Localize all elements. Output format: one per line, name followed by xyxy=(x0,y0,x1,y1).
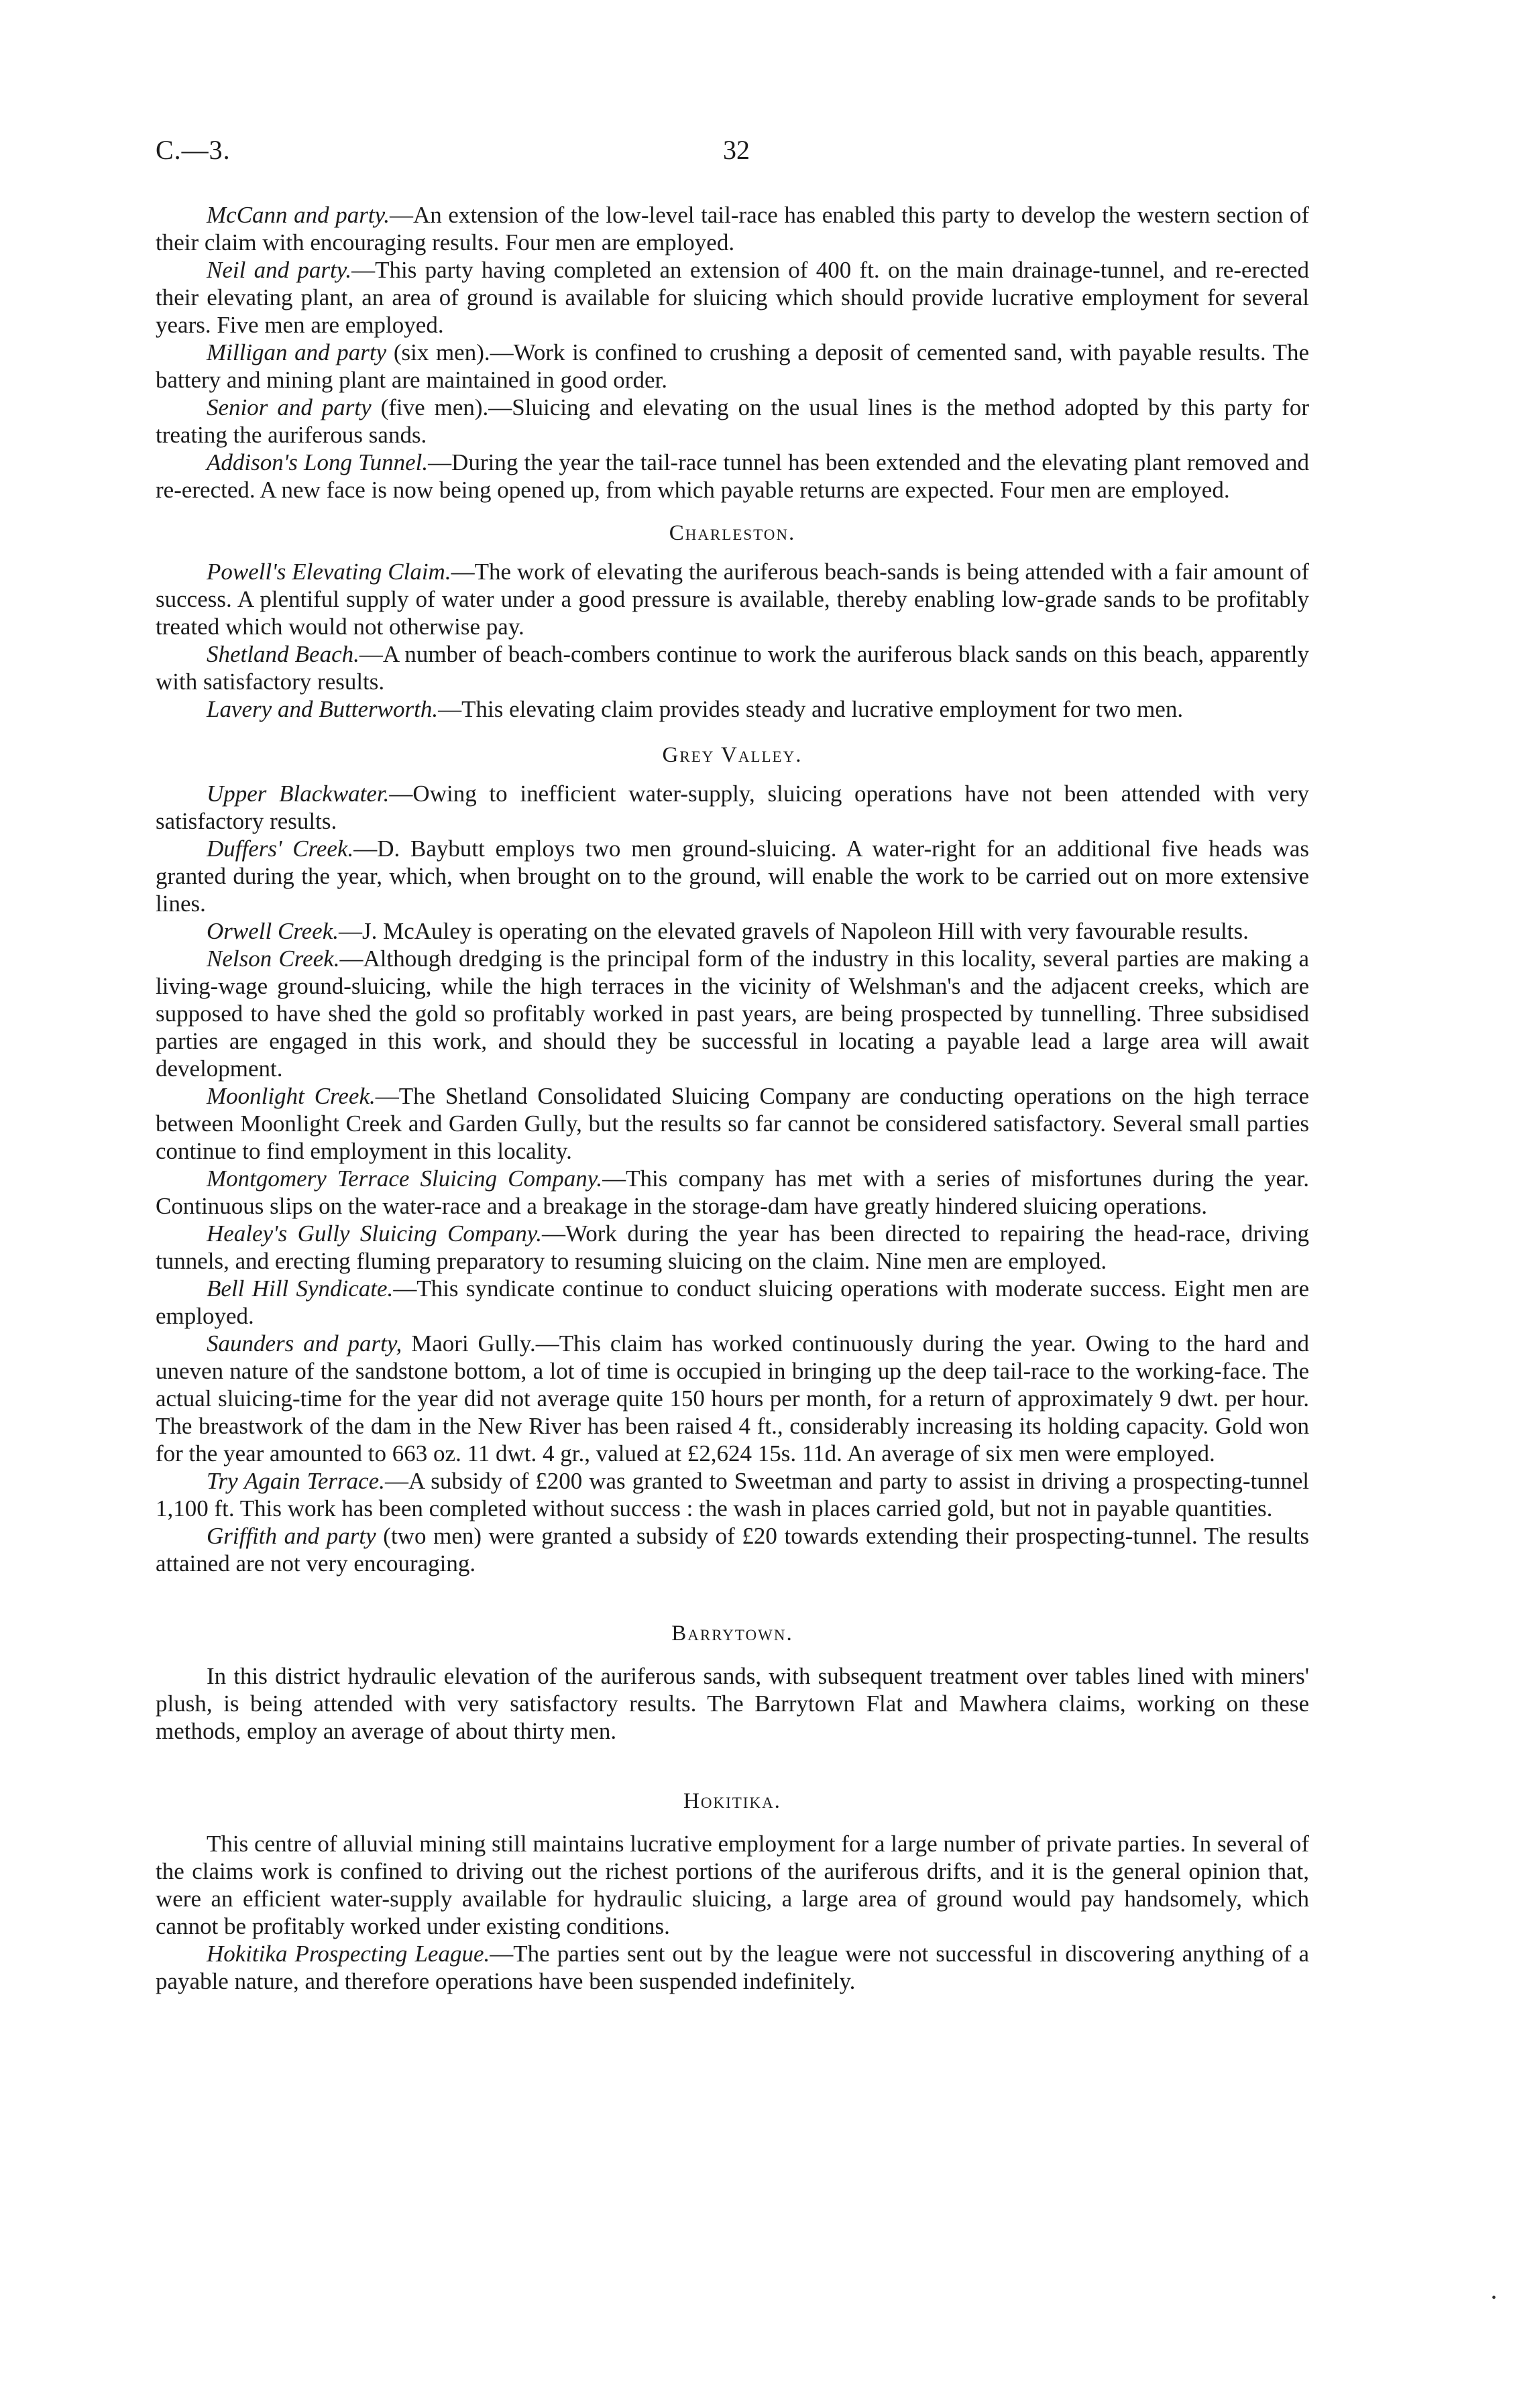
paragraph-text: —This syndicate continue to conduct sluicing operations with moderate success. Eight men are employed. xyxy=(156,1275,1309,1329)
paragraph-title: Moonlight Creek. xyxy=(207,1083,376,1109)
page-number: 32 xyxy=(723,135,750,165)
paragraph-text: —The parties sent out by the league were not successful in discovering anything of a payable nature, and therefore operations have been suspended indefinitely. xyxy=(156,1941,1309,1994)
paragraph-text: —The work of elevating the auriferous beach-sands is being attended with a fair amount of success. A plentiful supply of water under a good pressure is available, thereby enabling low-grade sands to be profitably treated which would not otherwise pay. xyxy=(156,559,1309,640)
section-heading-grey-valley: Grey Valley. xyxy=(662,743,803,767)
section-heading-barrytown: Barrytown. xyxy=(671,1621,793,1646)
paragraph-title: Milligan and party xyxy=(207,339,387,365)
paragraph-text: Maori Gully.—This claim has worked continuously during the year. Owing to the hard and uneven nature of the sandstone bottom, a lot of time is occupied in bringing up the deep tail-race to the working-face. The actual sluicing-time for the year did not average quite 150 hours per month, for a return of approximately 9 dwt. per hour. The breastwork of the dam in the New River has been raised 4 ft., considerably increasing its holding capacity. Gold won for the year amounted to 663 oz. 11 dwt. 4 gr., valued at £2,624 15s. 11d. An average of six men were employed. xyxy=(156,1330,1309,1467)
paragraph-title: Saunders and party, xyxy=(207,1330,402,1357)
paragraph-title: Lavery and Butterworth. xyxy=(207,696,439,722)
paragraph-text: —J. McAuley is operating on the elevated gravels of Napoleon Hill with very favourable results. xyxy=(339,918,1249,944)
paragraph xyxy=(156,835,1309,917)
paragraph-title: Hokitika Prospecting League. xyxy=(207,1941,490,1967)
paragraph-title: Addison's Long Tunnel. xyxy=(207,449,429,475)
paragraph xyxy=(156,1220,1309,1275)
paragraph-title: Orwell Creek. xyxy=(207,918,339,944)
paragraph xyxy=(156,640,1309,695)
paragraph-text: —An extension of the low-level tail-race has enabled this party to develop the western section of their claim with encouraging results. Four men are employed. xyxy=(156,202,1309,255)
paragraph-title: Senior and party xyxy=(207,394,372,420)
page-body xyxy=(156,201,1309,1995)
paragraph-title: McCann and party. xyxy=(207,202,390,228)
paragraph xyxy=(156,1082,1309,1165)
paragraph xyxy=(156,1467,1309,1522)
paragraph-title: Try Again Terrace. xyxy=(207,1468,385,1494)
paragraph xyxy=(156,1165,1309,1220)
paragraph-text: —Owing to inefficient water-supply, sluicing operations have not been attended with very satisfactory results. xyxy=(156,781,1309,834)
paragraph-text: —This elevating claim provides steady and lucrative employment for two men. xyxy=(438,696,1184,722)
paragraph-title: Powell's Elevating Claim. xyxy=(207,559,451,585)
paragraph xyxy=(156,695,1309,723)
paragraph xyxy=(156,780,1309,835)
paragraph-text: (six men).—Work is confined to crushing a deposit of cemented sand, with payable results. The battery and mining plant are maintained in good order. xyxy=(156,339,1309,393)
paragraph-text: (two men) were granted a subsidy of £20 towards extending their prospecting-tunnel. The results attained are not very encouraging. xyxy=(156,1523,1310,1576)
paragraph xyxy=(156,945,1309,1082)
paragraph-title: Duffers' Creek. xyxy=(207,836,354,862)
paragraph-text: —Although dredging is the principal form of the industry in this locality, several parties are making a living-wage ground-sluicing, while the high terraces in the vicinity of Welshman's and the adjacent creeks, which are supposed to have shed the gold so profitably worked in past years, are being prospected by tunnelling. Three subsidised parties are engaged in this work, and should they be successful in locating a payable lead a large area will await development. xyxy=(156,945,1309,1082)
paragraph xyxy=(156,1940,1309,1995)
paragraph-text: This centre of alluvial mining still maintains lucrative employment for a large number of private parties. In several of the claims work is confined to driving out the richest portions of the auriferous drifts, and it is the general opinion that, were an efficient water-supply available for hydraulic sluicing, a large area of ground would pay handsomely, which cannot be profitably worked under existing conditions. xyxy=(156,1831,1309,1939)
paragraph xyxy=(156,917,1309,945)
paragraph-text: —A number of beach-combers continue to work the auriferous black sands on this beach, apparently with satisfactory results. xyxy=(156,641,1309,695)
paragraph-title: Shetland Beach. xyxy=(207,641,359,667)
scan-speck: • xyxy=(1492,2291,1497,2305)
paragraph xyxy=(156,1830,1309,1940)
paragraph-text: —This company has met with a series of misfortunes during the year. Continuous slips on the water-race and a breakage in the storage-dam have greatly hindered sluicing operations. xyxy=(156,1165,1310,1219)
paragraph-text: —This party having completed an extension of 400 ft. on the main drainage-tunnel, and re-erected their elevating plant, an area of ground is available for sluicing which should provide lucrative employment for several years. Five men are employed. xyxy=(156,257,1309,338)
paragraph-text: In this district hydraulic elevation of the auriferous sands, with subsequent treatment over tables lined with miners' plush, is being attended with very satisfactory results. The Barrytown Flat and Mawhera claims, working on these methods, employ an average of about thirty men. xyxy=(156,1663,1309,1744)
paragraph xyxy=(156,1522,1309,1577)
paragraph-text: —The Shetland Consolidated Sluicing Company are conducting operations on the high terrace between Moonlight Creek and Garden Gully, but the results so far cannot be considered satisfactory. Several small parties continue to find employment in this locality. xyxy=(156,1083,1309,1164)
paragraph-text: —A subsidy of £200 was granted to Sweetman and party to assist in driving a prospecting-tunnel 1,100 ft. This work has been completed without success : the wash in places carried gold, but not in payable quantities. xyxy=(156,1468,1309,1522)
paragraph-title: Healey's Gully Sluicing Company. xyxy=(207,1220,543,1247)
paragraph xyxy=(156,1330,1309,1467)
document-reference: C.—3. xyxy=(156,135,231,165)
paragraph xyxy=(156,339,1309,394)
paragraph xyxy=(156,558,1309,640)
section-heading-charleston: Charleston. xyxy=(669,521,796,545)
paragraph-text: —D. Baybutt employs two men ground-sluicing. A water-right for an additional five heads was granted during the year, which, when brought on to the ground, will enable the work to be carried out on more extensive lines. xyxy=(156,836,1309,917)
paragraph xyxy=(156,201,1309,256)
paragraph-text: —Work during the year has been directed to repairing the head-race, driving tunnels, and erecting fluming preparatory to resuming sluicing on the claim. Nine men are employed. xyxy=(156,1220,1309,1274)
paragraph-title: Montgomery Terrace Sluicing Company. xyxy=(207,1165,603,1192)
paragraph xyxy=(156,449,1309,504)
paragraph-title: Bell Hill Syndicate. xyxy=(207,1275,394,1302)
paragraph-title: Griffith and party xyxy=(207,1523,376,1549)
paragraph-title: Upper Blackwater. xyxy=(207,781,390,807)
paragraph-title: Nelson Creek. xyxy=(207,945,340,972)
section-heading-hokitika: Hokitika. xyxy=(683,1789,781,1813)
paragraph xyxy=(156,256,1309,339)
paragraph-title: Neil and party. xyxy=(207,257,352,283)
paragraph xyxy=(156,394,1309,449)
paragraph-text: —During the year the tail-race tunnel has been extended and the elevating plant removed and re-erected. A new face is now being opened up, from which payable returns are expected. Four men are employed. xyxy=(156,449,1310,503)
paragraph xyxy=(156,1662,1309,1745)
paragraph-text: (five men).—Sluicing and elevating on the usual lines is the method adopted by this party for treating the auriferous sands. xyxy=(156,394,1309,448)
paragraph xyxy=(156,1275,1309,1330)
